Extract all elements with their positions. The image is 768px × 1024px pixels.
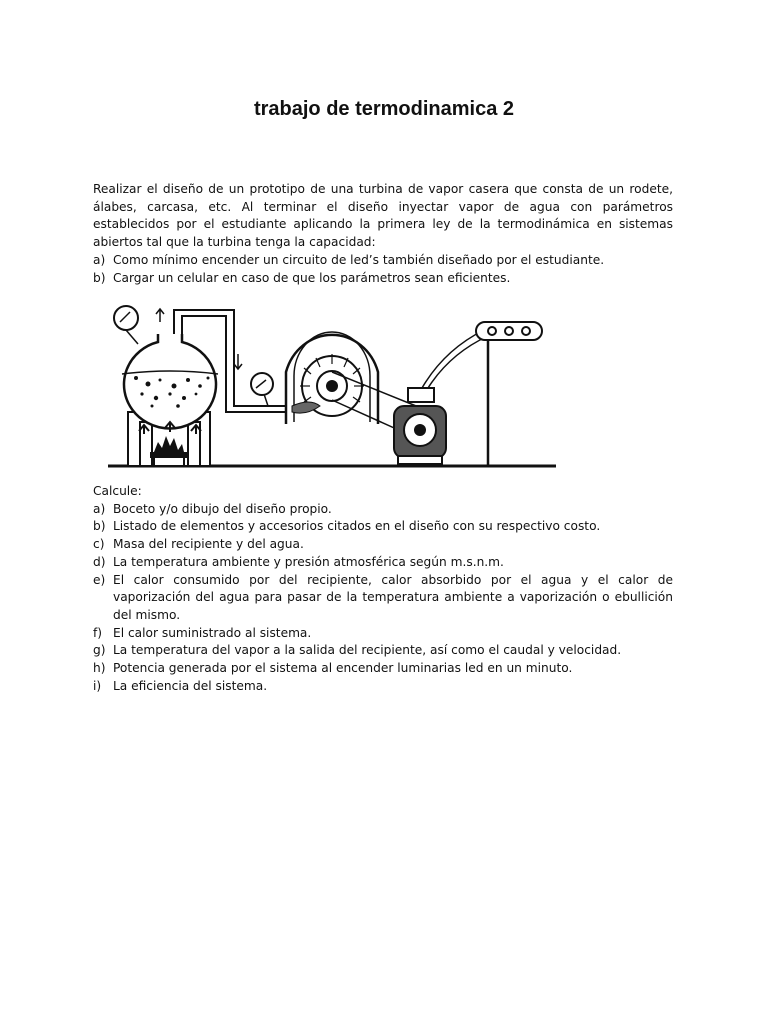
list-marker: a) [93,501,106,516]
list-text: La temperatura ambiente y presión atmosférica según m.s.n.m. [113,554,504,569]
list-item [93,678,673,696]
list-item [93,501,673,519]
calcule-list [93,501,673,696]
pressure-gauge-icon [251,373,273,406]
list-item [93,252,673,270]
list-text: Boceto y/o dibujo del diseño propio. [113,501,332,516]
list-text: La eficiencia del sistema. [113,678,268,693]
list-marker: i) [93,678,102,693]
generator-icon [394,388,446,464]
list-marker: b) [93,519,106,534]
calcule-heading: Calcule: [93,484,142,498]
list-marker: b) [93,270,106,285]
list-text: La temperatura del vapor a la salida del recipiente, así como el caudal y velocidad. [113,643,622,658]
list-text: Potencia generada por el sistema al encender luminarias led en un minuto. [113,661,573,676]
list-item [93,625,673,643]
intro-section [93,181,673,287]
list-item [93,572,673,625]
list-text: El calor suministrado al sistema. [113,625,312,640]
list-marker: d) [93,554,106,569]
list-text: Como mínimo encender un circuito de led’s también diseñado por el estudiante. [113,252,605,267]
list-item [93,660,673,678]
list-item [93,554,673,572]
list-text: El calor consumido por del recipiente, calor absorbido por el agua y el calor de vaporización del agua para pasar de la temperatura ambiente a vaporización o ebullición del mismo. [113,572,673,622]
calcule-section [93,483,673,695]
list-text: Listado de elementos y accesorios citados en el diseño con su respectivo costo. [113,519,601,534]
list-marker: c) [93,537,105,552]
led-lamp-icon [476,322,542,340]
intro-list [93,252,673,287]
list-item [93,536,673,554]
list-marker: g) [93,643,106,658]
list-marker: e) [93,572,106,587]
list-text: Masa del recipiente y del agua. [113,537,304,552]
steam-turbine-icon [286,332,378,424]
steam-turbine-diagram [96,294,556,474]
page-title: trabajo de termodinamica 2 [253,98,515,120]
list-marker: f) [93,625,103,640]
pressure-gauge-icon [114,306,138,344]
list-item [93,518,673,536]
list-item [93,642,673,660]
intro-paragraph: Realizar el diseño de un prototipo de una turbina de vapor casera que consta de un rodete, álabes, carcasa, etc. Al terminar el diseño inyectar vapor de agua con parámetros establecidos por el estudiante aplicando la primera ley de la termodinámica en sistemas abiertos tal que la turbina tenga la capacidad: [93,182,673,250]
list-text: Cargar un celular en caso de que los parámetros sean eficientes. [113,270,511,285]
list-item [93,270,673,288]
list-marker: h) [93,661,106,676]
list-marker: a) [93,252,106,267]
